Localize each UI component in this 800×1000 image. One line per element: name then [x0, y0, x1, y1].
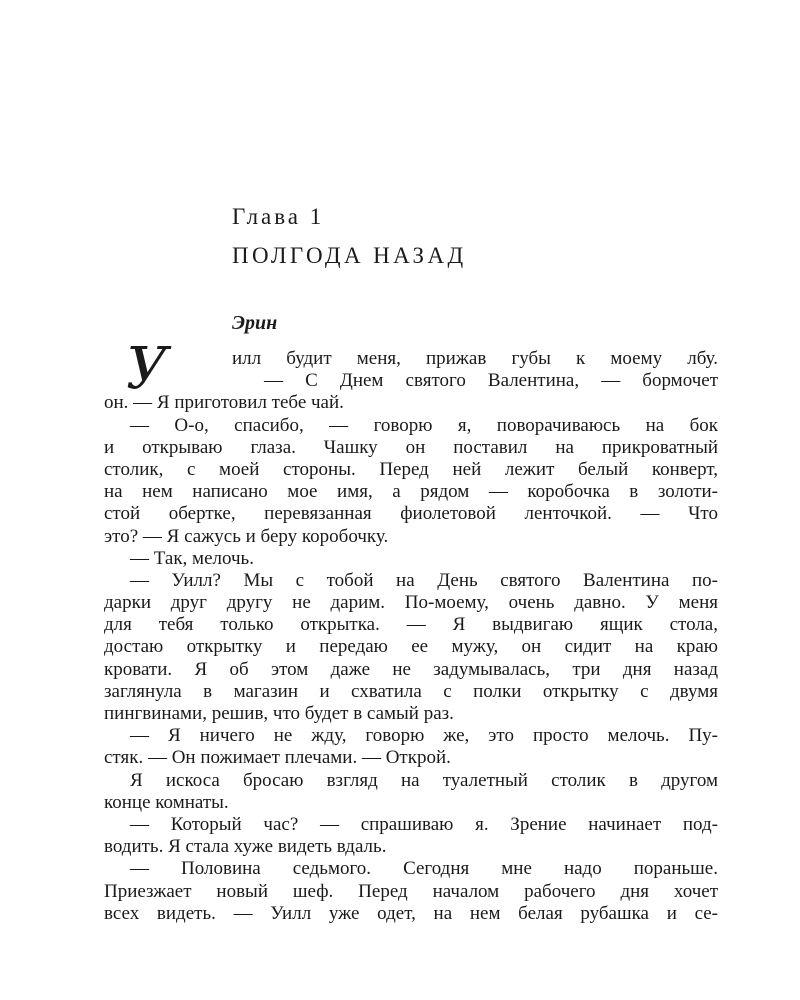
text-line: и открываю глаза. Чашку он поставил на прикроватный: [104, 436, 718, 458]
text-line: водить. Я стала хуже видеть вдаль.: [104, 836, 387, 858]
text-line: — С Днем святого Валентина, — бормочет: [264, 370, 718, 392]
text-line: дарки друг другу не дарим. По-моему, очень давно. У меня: [104, 592, 718, 614]
text-line: Приезжает новый шеф. Перед началом рабочего дня хочет: [104, 880, 718, 902]
body-text: [104, 348, 718, 925]
text-line: — Уилл? Мы с тобой на День святого Валентина по-: [130, 569, 718, 591]
text-line: всех видеть. — Уилл уже одет, на нем белая рубашка и се-: [104, 902, 718, 924]
text-line: стой обертке, перевязанная фиолетовой ленточкой. — Что: [104, 503, 718, 525]
text-line: — Который час? — спрашиваю я. Зрение начинает под-: [130, 813, 718, 835]
text-line: это? — Я сажусь и беру коробочку.: [104, 525, 389, 547]
chapter-number: Глава 1: [232, 204, 325, 229]
text-line: — Половина седьмого. Сегодня мне надо пораньше.: [130, 858, 718, 880]
text-line: кровати. Я об этом даже не задумывалась, три дня назад: [104, 658, 718, 680]
text-line: Я искоса бросаю взгляд на туалетный столик в другом: [130, 769, 718, 791]
text-line: столик, с моей стороны. Перед ней лежит белый конверт,: [104, 458, 718, 480]
text-line: на нем написано мое имя, а рядом — коробочка в золоти-: [104, 481, 718, 503]
text-line: конце комнаты.: [104, 791, 229, 813]
text-line: достаю открытку и передаю ее мужу, он сидит на краю: [104, 636, 718, 658]
text-line: — О-о, спасибо, — говорю я, поворачиваюсь на бок: [130, 414, 718, 436]
text-line: он. — Я приготовил тебе чай.: [104, 392, 344, 414]
text-line: пингвинами, решив, что будет в самый раз.: [104, 703, 454, 724]
chapter-title: ПОЛГОДА НАЗАД: [232, 243, 467, 268]
narrator-name: Эрин: [232, 312, 278, 334]
text-line: — Так, мелочь.: [130, 547, 254, 569]
text-line: заглянула в магазин и схватила с полки открытку с двумя: [104, 680, 718, 702]
text-line: илл будит меня, прижав губы к моему лбу.: [232, 348, 718, 369]
text-line: для тебя только открытка. — Я выдвигаю ящик стола,: [104, 614, 718, 636]
text-line: стяк. — Он пожимает плечами. — Открой.: [104, 747, 451, 769]
drop-cap-letter: У: [126, 334, 168, 402]
text-line: — Я ничего не жду, говорю же, это просто мелочь. Пу-: [130, 725, 718, 747]
